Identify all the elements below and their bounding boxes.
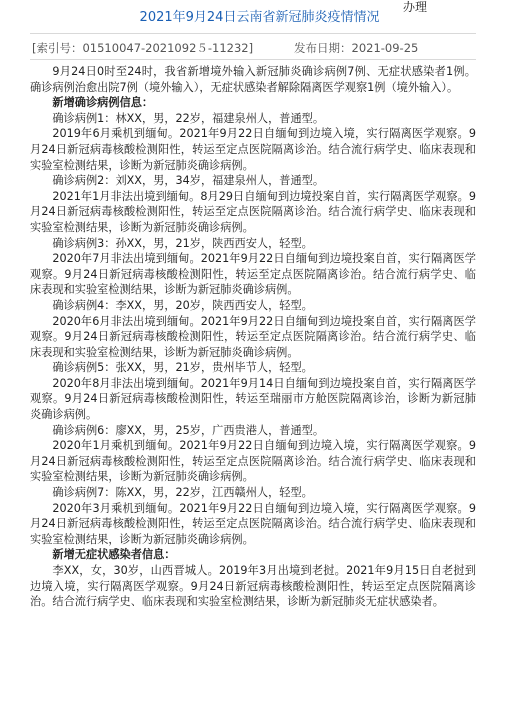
paragraph: 确诊病例2：刘XX，男，34岁，福建泉州人，普通型。 xyxy=(52,174,325,188)
paragraph: 2020年1月乘机到缅甸。2021年9月22日自缅甸到边境入境，实行隔离医学观察。9月24日新冠病毒核酸检测阳性，转运至定点医院隔离诊治。结合流行病学史、临床表现和实验室检测结果，诊断为新冠肺炎确诊病例。 xyxy=(30,439,476,484)
article-body xyxy=(30,64,476,610)
divider xyxy=(30,59,476,60)
paragraph: 2020年6月非法出境到缅甸。2021年9月22日自缅甸到边境投案自首，实行隔离医学观察。9月24日新冠病毒核酸检测阳性，转运至定点医院隔离诊治。结合流行病学史、临床表现和实验室检测结果，诊断为新冠肺炎确诊病例。 xyxy=(30,314,476,359)
paragraph: 2020年7月非法出境到缅甸。2021年9月22日自缅甸到边境投案自首，实行隔离医学观察。9月24日新冠病毒核酸检测阳性，转运至定点医院隔离诊治。结合流行病学史、临床表现和实验室检测结果，诊断为新冠肺炎确诊病例。 xyxy=(30,252,476,297)
section-heading: 新增确诊病例信息： xyxy=(52,96,154,110)
paragraph: 李XX，女，30岁，山西晋城人。2019年3月出境到老挝。2021年9月15日自老挝到边境入境，实行隔离医学观察。9月24日新冠病毒核酸检测阳性，转运至定点医院隔离诊治。结合流行病学史、临床表现和实验室检测结果，诊断为新冠肺炎无症状感染者。 xyxy=(30,564,476,609)
paragraph: 9月24日0时至24时，我省新增境外输入新冠肺炎确诊病例7例、无症状感染者1例。确诊病例治愈出院7例（境外输入），无症状感染者解除隔离医学观察1例（境外输入）。 xyxy=(30,65,476,94)
section-heading: 新增无症状感染者信息： xyxy=(52,548,176,562)
paragraph: 确诊病例5：张XX，男，21岁，贵州毕节人，轻型。 xyxy=(52,361,313,375)
paragraph: 确诊病例7：陈XX，男，22岁，江西赣州人，轻型。 xyxy=(52,486,313,500)
paragraph: 2021年1月非法出境到缅甸。8月29日自缅甸到边境投案自首，实行隔离医学观察。9月24日新冠病毒核酸检测阳性，转运至定点医院隔离诊治。结合流行病学史、临床表现和实验室检测结果，诊断为新冠肺炎确诊病例。 xyxy=(30,189,476,234)
page-title: 2021年9月24日云南省新冠肺炎疫情情况 xyxy=(139,10,380,25)
paragraph: 2020年3月乘机到缅甸。2021年9月22日自缅甸到边境入境，实行隔离医学观察。9月24日新冠病毒核酸检测阳性，转运至定点医院隔离诊治。结合流行病学史、临床表现和实验室检测结果，诊断为新冠肺炎确诊病例。 xyxy=(30,501,476,546)
paragraph: 确诊病例1：林XX，男，22岁，福建泉州人，普通型。 xyxy=(52,111,325,125)
paragraph: 2019年6月乘机到缅甸。2021年9月22日自缅甸到边境入境，实行隔离医学观察。9月24日新冠病毒核酸检测阳性，转运至定点医院隔离诊治。结合流行病学史、临床表现和实验室检测结果，诊断为新冠肺炎确诊病例。 xyxy=(30,127,476,172)
publish-date: 发布日期：2021-09-25 xyxy=(294,41,419,55)
paragraph: 确诊病例3：孙XX，男，21岁，陕西西安人，轻型。 xyxy=(52,236,313,250)
paragraph: 确诊病例6：廖XX，男，25岁，广西贵港人，普通型。 xyxy=(52,423,325,437)
paragraph: 2020年8月非法出境到缅甸。2021年9月14日自缅甸到边境投案自首，实行隔离医学观察。9月24日新冠病毒核酸检测阳性，转运至瑞丽市方舱医院隔离诊治，诊断为新冠肺炎确诊病例。 xyxy=(30,376,476,422)
handle-link[interactable]: 办理 xyxy=(403,0,428,14)
divider xyxy=(30,33,476,34)
index-number: [索引号：01510047-2021092５-11232] xyxy=(32,41,254,55)
meta-info xyxy=(32,40,476,56)
paragraph: 确诊病例4：李XX，男，20岁，陕西西安人，轻型。 xyxy=(52,298,313,312)
